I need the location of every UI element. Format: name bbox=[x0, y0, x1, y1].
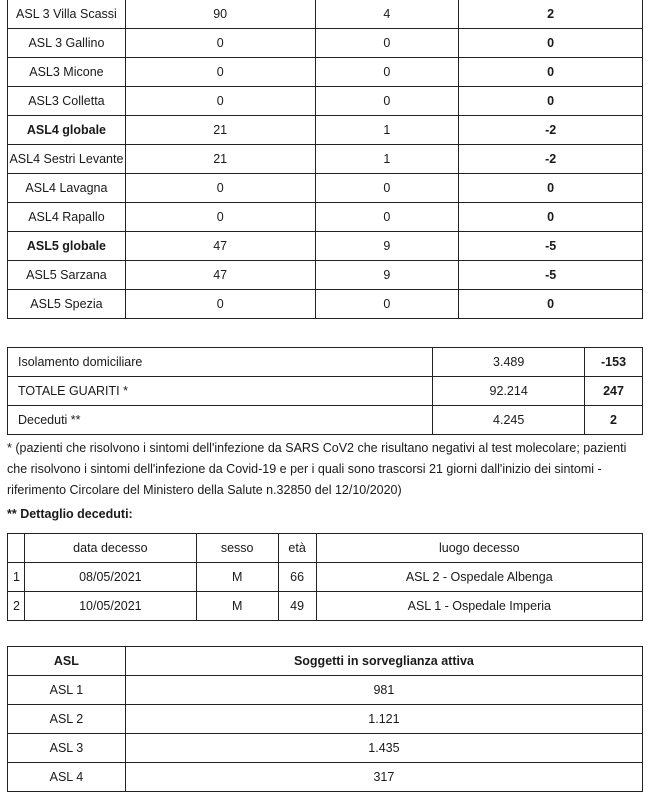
surveillance-asl: ASL 3 bbox=[8, 734, 126, 763]
table-row bbox=[8, 116, 643, 145]
asl-name: ASL4 globale bbox=[8, 116, 126, 145]
asl-value-delta: 0 bbox=[459, 290, 643, 319]
surveillance-count: 981 bbox=[125, 676, 642, 705]
death-age: 49 bbox=[278, 592, 316, 621]
asl-name: ASL3 Colletta bbox=[8, 87, 126, 116]
death-date: 08/05/2021 bbox=[24, 563, 196, 592]
deaths-heading: ** Dettaglio deceduti: bbox=[7, 507, 133, 521]
surveillance-asl: ASL 1 bbox=[8, 676, 126, 705]
header-place: luogo decesso bbox=[316, 534, 642, 563]
asl-value-a: 21 bbox=[125, 145, 315, 174]
summary-value: 4.245 bbox=[433, 406, 585, 435]
summary-label: TOTALE GUARITI * bbox=[8, 377, 433, 406]
asl-name: ASL5 globale bbox=[8, 232, 126, 261]
asl-value-delta: -2 bbox=[459, 116, 643, 145]
surveillance-count: 1.435 bbox=[125, 734, 642, 763]
asl-value-delta: 2 bbox=[459, 0, 643, 29]
header-subjects: Soggetti in sorveglianza attiva bbox=[125, 647, 642, 676]
header-date: data decesso bbox=[24, 534, 196, 563]
table-row bbox=[8, 377, 643, 406]
table-row bbox=[8, 58, 643, 87]
asl-value-a: 21 bbox=[125, 116, 315, 145]
asl-value-b: 9 bbox=[315, 261, 459, 290]
asl-value-b: 4 bbox=[315, 0, 459, 29]
summary-delta: -153 bbox=[585, 348, 643, 377]
deaths-table bbox=[7, 533, 643, 621]
surveillance-count: 1.121 bbox=[125, 705, 642, 734]
asl-value-a: 47 bbox=[125, 261, 315, 290]
footnote-text: * (pazienti che risolvono i sintomi dell'infezione da SARS CoV2 che risultano negativi al test molecolare; pazienti che risolvono i sintomi dell'infezione da Covid-19 e per i quali sono trascorsi 21 giorni dall'inizio dei sintomi - riferimento Circolare del Ministero della Salute n.32850 del 12/10/2020) bbox=[7, 441, 627, 497]
surveillance-asl: ASL 2 bbox=[8, 705, 126, 734]
asl-value-b: 1 bbox=[315, 145, 459, 174]
asl-value-delta: 0 bbox=[459, 87, 643, 116]
asl-breakdown-table bbox=[7, 0, 643, 319]
death-date: 10/05/2021 bbox=[24, 592, 196, 621]
asl-value-delta: 0 bbox=[459, 203, 643, 232]
summary-label: Isolamento domiciliare bbox=[8, 348, 433, 377]
table-row bbox=[8, 734, 643, 763]
death-sex: M bbox=[196, 592, 278, 621]
asl-name: ASL5 Sarzana bbox=[8, 261, 126, 290]
table-header-row bbox=[8, 534, 643, 563]
asl-name: ASL 3 Gallino bbox=[8, 29, 126, 58]
table-row bbox=[8, 0, 643, 29]
summary-value: 3.489 bbox=[433, 348, 585, 377]
asl-value-a: 0 bbox=[125, 87, 315, 116]
asl-value-delta: -2 bbox=[459, 145, 643, 174]
asl-name: ASL5 Spezia bbox=[8, 290, 126, 319]
table-row bbox=[8, 676, 643, 705]
asl-value-b: 1 bbox=[315, 116, 459, 145]
asl-value-b: 0 bbox=[315, 174, 459, 203]
table-row bbox=[8, 29, 643, 58]
asl-name: ASL4 Lavagna bbox=[8, 174, 126, 203]
summary-value: 92.214 bbox=[433, 377, 585, 406]
asl-value-a: 90 bbox=[125, 0, 315, 29]
summary-table bbox=[7, 347, 643, 435]
summary-label: Deceduti ** bbox=[8, 406, 433, 435]
asl-value-b: 0 bbox=[315, 58, 459, 87]
asl-value-delta: 0 bbox=[459, 29, 643, 58]
asl-value-delta: -5 bbox=[459, 261, 643, 290]
asl-value-delta: -5 bbox=[459, 232, 643, 261]
asl-value-a: 0 bbox=[125, 290, 315, 319]
header-asl: ASL bbox=[8, 647, 126, 676]
table-row bbox=[8, 563, 643, 592]
surveillance-count: 317 bbox=[125, 763, 642, 792]
asl-breakdown-body bbox=[8, 0, 643, 319]
table-row bbox=[8, 592, 643, 621]
surveillance-asl: ASL 4 bbox=[8, 763, 126, 792]
asl-value-b: 0 bbox=[315, 87, 459, 116]
table-row bbox=[8, 261, 643, 290]
death-place: ASL 2 - Ospedale Albenga bbox=[316, 563, 642, 592]
asl-value-b: 9 bbox=[315, 232, 459, 261]
asl-value-a: 47 bbox=[125, 232, 315, 261]
header-index bbox=[8, 534, 25, 563]
asl-value-b: 0 bbox=[315, 203, 459, 232]
table-row bbox=[8, 763, 643, 792]
asl-name: ASL4 Rapallo bbox=[8, 203, 126, 232]
table-row bbox=[8, 232, 643, 261]
asl-value-delta: 0 bbox=[459, 174, 643, 203]
asl-name: ASL4 Sestri Levante bbox=[8, 145, 126, 174]
table-row bbox=[8, 174, 643, 203]
table-row bbox=[8, 348, 643, 377]
table-row bbox=[8, 145, 643, 174]
asl-name: ASL 3 Villa Scassi bbox=[8, 0, 126, 29]
asl-value-b: 0 bbox=[315, 290, 459, 319]
asl-value-delta: 0 bbox=[459, 58, 643, 87]
table-header-row bbox=[8, 647, 643, 676]
death-sex: M bbox=[196, 563, 278, 592]
death-index: 2 bbox=[8, 592, 25, 621]
asl-value-a: 0 bbox=[125, 203, 315, 232]
table-row bbox=[8, 87, 643, 116]
asl-value-b: 0 bbox=[315, 29, 459, 58]
table-row bbox=[8, 406, 643, 435]
summary-delta: 247 bbox=[585, 377, 643, 406]
asl-value-a: 0 bbox=[125, 29, 315, 58]
table-row bbox=[8, 705, 643, 734]
surveillance-table bbox=[7, 646, 643, 792]
header-age: età bbox=[278, 534, 316, 563]
asl-value-a: 0 bbox=[125, 174, 315, 203]
asl-name: ASL3 Micone bbox=[8, 58, 126, 87]
death-index: 1 bbox=[8, 563, 25, 592]
death-place: ASL 1 - Ospedale Imperia bbox=[316, 592, 642, 621]
summary-delta: 2 bbox=[585, 406, 643, 435]
asl-value-a: 0 bbox=[125, 58, 315, 87]
table-row bbox=[8, 203, 643, 232]
table-row bbox=[8, 290, 643, 319]
death-age: 66 bbox=[278, 563, 316, 592]
header-sex: sesso bbox=[196, 534, 278, 563]
